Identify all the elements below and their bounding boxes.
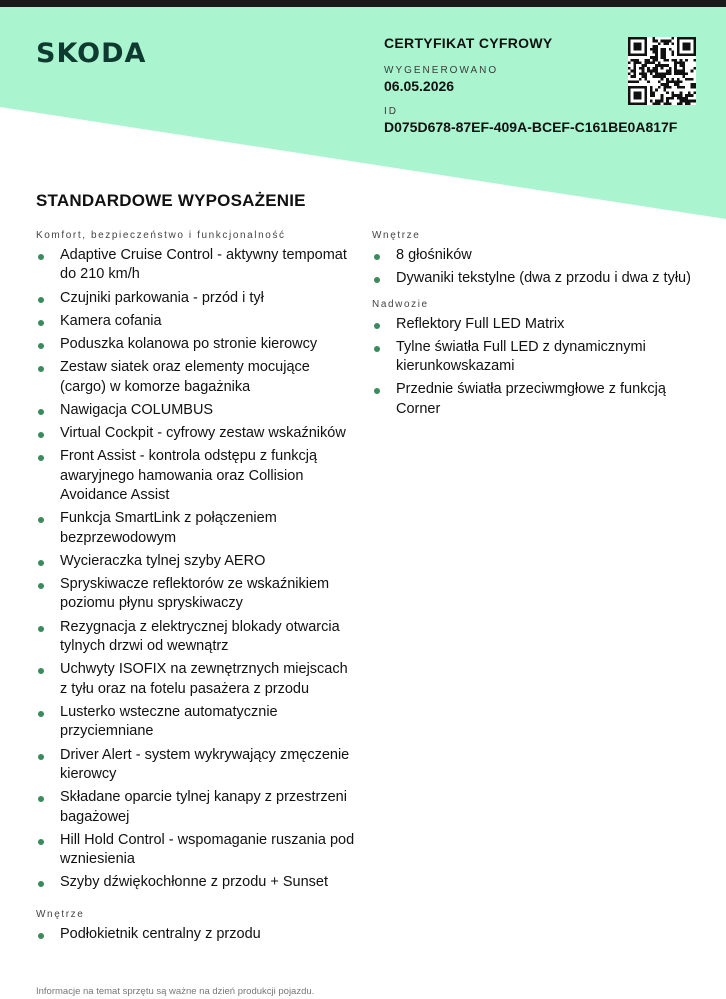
list-item: [36, 618, 356, 657]
left-column: [36, 230, 356, 948]
bullet-icon: [38, 839, 44, 845]
bullet-icon: [374, 323, 380, 329]
item-text: Lusterko wsteczne automatycznie przyciemniane: [60, 703, 278, 740]
list-item: [36, 788, 356, 827]
list-item: [36, 335, 356, 354]
id-label: ID: [384, 106, 398, 117]
item-text: Hill Hold Control - wspomaganie ruszania pod wzniesienia: [60, 831, 355, 868]
bullet-icon: [38, 254, 44, 260]
certificate-title: CERTYFIKAT CYFROWY: [384, 35, 553, 51]
bullet-icon: [38, 668, 44, 674]
item-text: Wycieraczka tylnej szyby AERO: [60, 552, 266, 569]
bullet-icon: [38, 796, 44, 802]
category-title: Nadwozie: [372, 298, 429, 310]
list-item: [36, 703, 356, 742]
bullet-icon: [38, 626, 44, 632]
generated-label: WYGENEROWANO: [384, 65, 499, 76]
item-text: Zestaw siatek oraz elementy mocujące (cargo) w komorze bagażnika: [60, 359, 310, 395]
bullet-icon: [38, 320, 44, 326]
item-text: Uchwyty ISOFIX na zewnętrznych miejscach z tyłu oraz na fotelu pasażera z przodu: [60, 661, 348, 697]
bullet-icon: [374, 277, 380, 283]
bullet-icon: [374, 346, 380, 352]
right-column: [372, 230, 702, 423]
bullet-icon: [38, 366, 44, 372]
list-item: [372, 246, 702, 265]
item-text: Poduszka kolanowa po stronie kierowcy: [60, 336, 318, 353]
list-item: [372, 315, 702, 334]
bullet-icon: [38, 711, 44, 717]
bullet-icon: [38, 297, 44, 303]
list-item: [36, 246, 356, 285]
category-title: Komfort, bezpieczeństwo i funkcjonalność: [36, 230, 286, 241]
item-text: Przednie światła przeciwmgłowe z funkcją Corner: [396, 381, 666, 417]
brand-logo: SKODA: [36, 38, 147, 69]
list-item: [36, 873, 356, 892]
bullet-icon: [38, 432, 44, 438]
category-title: Wnętrze: [372, 230, 421, 241]
list-item: [36, 401, 356, 420]
bullet-icon: [38, 754, 44, 760]
list-item: [36, 746, 356, 785]
list-item: [36, 925, 356, 944]
item-text: Driver Alert - system wykrywający zmęczenie kierowcy: [60, 746, 350, 782]
section-title: STANDARDOWE WYPOSAŻENIE: [36, 191, 306, 210]
list-item: [36, 358, 356, 397]
bullet-icon: [38, 455, 44, 461]
list-item: [36, 424, 356, 443]
bullet-icon: [38, 560, 44, 566]
equipment-list: [36, 925, 356, 944]
item-text: Rezygnacja z elektrycznej blokady otwarcia tylnych drzwi od wewnątrz: [60, 618, 340, 655]
item-text: Virtual Cockpit - cyfrowy zestaw wskaźników: [60, 425, 346, 442]
item-text: Funkcja SmartLink z połączeniem bezprzewodowym: [60, 510, 277, 546]
item-text: Front Assist - kontrola odstępu z funkcją awaryjnego hamowania oraz Collision Avoidance Assist: [60, 448, 318, 504]
qr-code-icon: [628, 37, 696, 105]
item-text: Spryskiwacze reflektorów ze wskaźnikiem poziomu płynu spryskiwaczy: [60, 576, 330, 612]
list-item: [36, 575, 356, 614]
item-text: Nawigacja COLUMBUS: [60, 401, 214, 418]
list-item: [36, 660, 356, 699]
list-item: [372, 338, 702, 377]
id-value: D075D678-87EF-409A-BCEF-C161BE0A817F: [384, 119, 678, 135]
item-text: 8 głośników: [396, 247, 472, 263]
bullet-icon: [38, 517, 44, 523]
equipment-list: [36, 246, 356, 893]
list-item: [36, 289, 356, 308]
list-item: [36, 552, 356, 571]
item-text: Składane oparcie tylnej kanapy z przestrzeni bagażowej: [60, 789, 347, 825]
item-text: Kamera cofania: [60, 312, 162, 329]
item-text: Dywaniki tekstylne (dwa z przodu i dwa z tyłu): [396, 270, 691, 287]
footer-note: Informacje na temat sprzętu są ważne na dzień produkcji pojazdu.: [36, 986, 315, 997]
list-item: [36, 831, 356, 870]
list-item: [372, 380, 702, 419]
top-bar: [0, 0, 726, 7]
equipment-list: [372, 246, 702, 289]
category-title: Wnętrze: [36, 908, 85, 920]
item-text: Czujniki parkowania - przód i tył: [60, 289, 264, 306]
list-item: [36, 447, 356, 505]
list-item: [372, 269, 702, 288]
equipment-list: [372, 315, 702, 420]
item-text: Reflektory Full LED Matrix: [396, 315, 565, 332]
generated-date: 06.05.2026: [384, 78, 455, 94]
bullet-icon: [38, 881, 44, 887]
bullet-icon: [38, 933, 44, 939]
item-text: Tylne światła Full LED z dynamicznymi kierunkowskazami: [396, 338, 646, 375]
bullet-icon: [374, 388, 380, 394]
item-text: Szyby dźwiękochłonne z przodu + Sunset: [60, 874, 329, 891]
bullet-icon: [38, 343, 44, 349]
bullet-icon: [38, 409, 44, 415]
item-text: Podłokietnik centralny z przodu: [60, 925, 261, 942]
list-item: [36, 312, 356, 331]
list-item: [36, 509, 356, 548]
bullet-icon: [374, 254, 380, 260]
bullet-icon: [38, 583, 44, 589]
item-text: Adaptive Cruise Control - aktywny tempomat do 210 km/h: [60, 247, 347, 283]
